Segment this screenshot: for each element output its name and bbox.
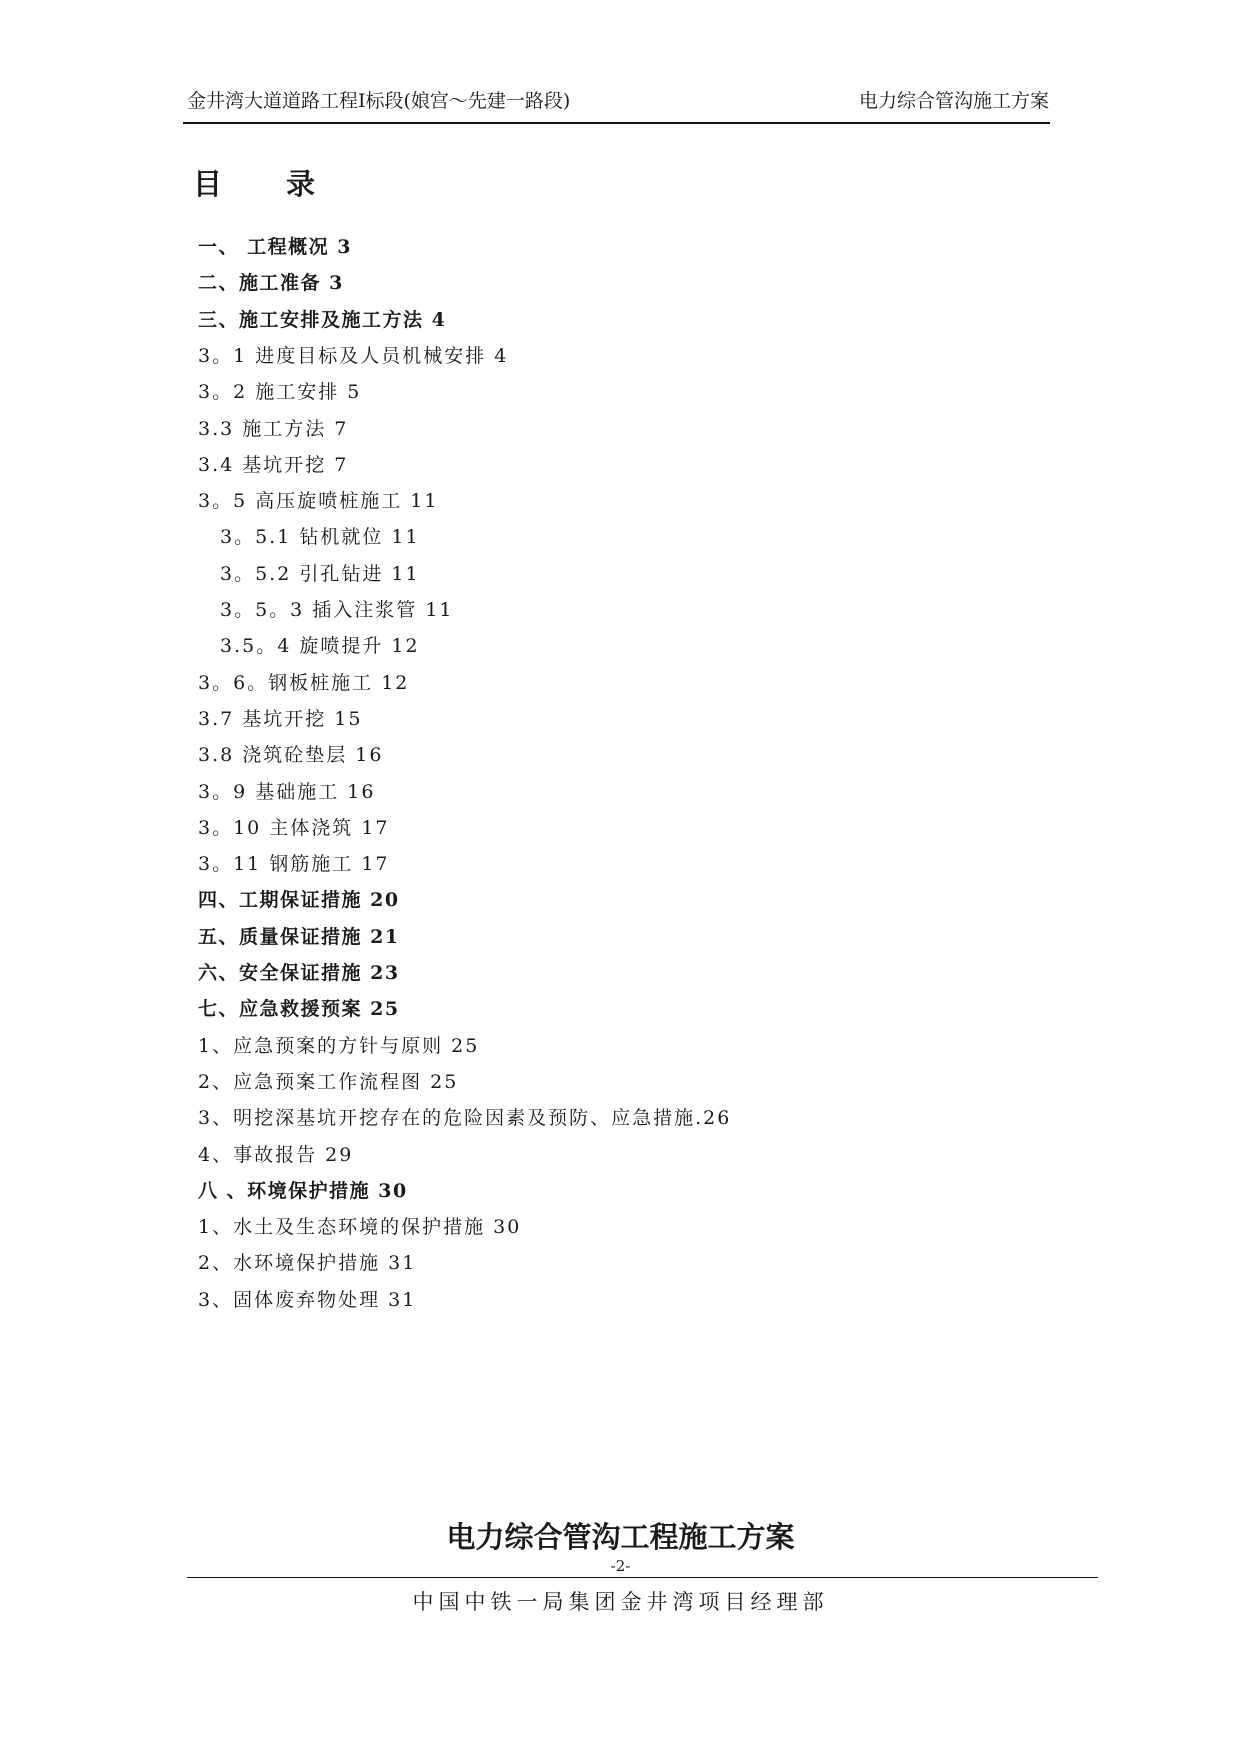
toc-entry[interactable]: 3。6。钢板桩施工 12 xyxy=(198,671,410,694)
footer-organization: 中国中铁一局集团金井湾项目经理部 xyxy=(412,1590,829,1614)
toc-entry[interactable]: 六、安全保证措施 23 xyxy=(198,962,400,984)
toc-entry[interactable]: 二、施工准备 3 xyxy=(198,272,344,295)
toc-entry[interactable]: 3。5。3 插入注浆管 11 xyxy=(220,599,454,621)
header-document-name: 电力综合管沟施工方案 xyxy=(858,90,1049,112)
toc-entry[interactable]: 3。5 高压旋喷桩施工 11 xyxy=(198,490,439,513)
toc-entry[interactable]: 3。5.1 钻机就位 11 xyxy=(220,526,420,549)
toc-entry[interactable]: 3、明挖深基坑开挖存在的危险因素及预防、应急措施.26 xyxy=(198,1107,732,1130)
footer-rule xyxy=(187,1577,1098,1578)
toc-entry[interactable]: 八 、环境保护措施 30 xyxy=(198,1179,408,1202)
toc-title-char-2: 录 xyxy=(286,167,316,201)
toc-entry[interactable]: 三、施工安排及施工方法 4 xyxy=(198,308,447,331)
toc-entry[interactable]: 4、事故报告 29 xyxy=(198,1143,354,1166)
footer-title: 电力综合管沟工程施工方案 xyxy=(446,1520,795,1554)
page-number: -2- xyxy=(610,1557,631,1575)
toc-entry[interactable]: 3。1 进度目标及人员机械安排 4 xyxy=(198,344,509,367)
toc-entry[interactable]: 3。11 钢筋施工 17 xyxy=(198,853,390,876)
toc-entry[interactable]: 3.5。4 旋喷提升 12 xyxy=(220,635,420,658)
toc-entry[interactable]: 2、水环境保护措施 31 xyxy=(198,1252,417,1275)
toc-entry[interactable]: 四、工期保证措施 20 xyxy=(198,889,400,912)
toc-entry[interactable]: 3。5.2 引孔钻进 11 xyxy=(220,562,420,585)
toc-entry[interactable]: 3。10 主体浇筑 17 xyxy=(198,816,390,839)
toc-entry[interactable]: 五、质量保证措施 21 xyxy=(198,925,400,948)
toc-entry[interactable]: 3。2 施工安排 5 xyxy=(198,381,362,404)
toc-entry[interactable]: 3.8 浇筑砼垫层 16 xyxy=(198,744,384,767)
toc-entry[interactable]: 一、 工程概况 3 xyxy=(198,236,352,258)
toc-entry[interactable]: 3。9 基础施工 16 xyxy=(198,780,376,803)
toc-entry[interactable]: 3.3 施工方法 7 xyxy=(198,417,349,440)
toc-entry[interactable]: 3.7 基坑开挖 15 xyxy=(198,707,363,730)
toc-entry[interactable]: 1、水土及生态环境的保护措施 30 xyxy=(198,1216,522,1239)
toc-entry[interactable]: 1、应急预案的方针与原则 25 xyxy=(198,1034,480,1057)
toc-title-char-1: 目 xyxy=(193,167,223,201)
header-project-name: 金井湾大道道路工程Ⅰ标段(娘宫～先建一路段) xyxy=(187,90,571,112)
toc-title xyxy=(193,162,315,203)
toc-entry[interactable]: 2、应急预案工作流程图 25 xyxy=(198,1070,459,1093)
toc-entry[interactable]: 3、固体废弃物处理 31 xyxy=(198,1288,417,1311)
toc-entry[interactable]: 3.4 基坑开挖 7 xyxy=(198,453,349,476)
toc-entry[interactable]: 七、应急救援预案 25 xyxy=(198,998,400,1021)
header-rule xyxy=(183,122,1050,124)
